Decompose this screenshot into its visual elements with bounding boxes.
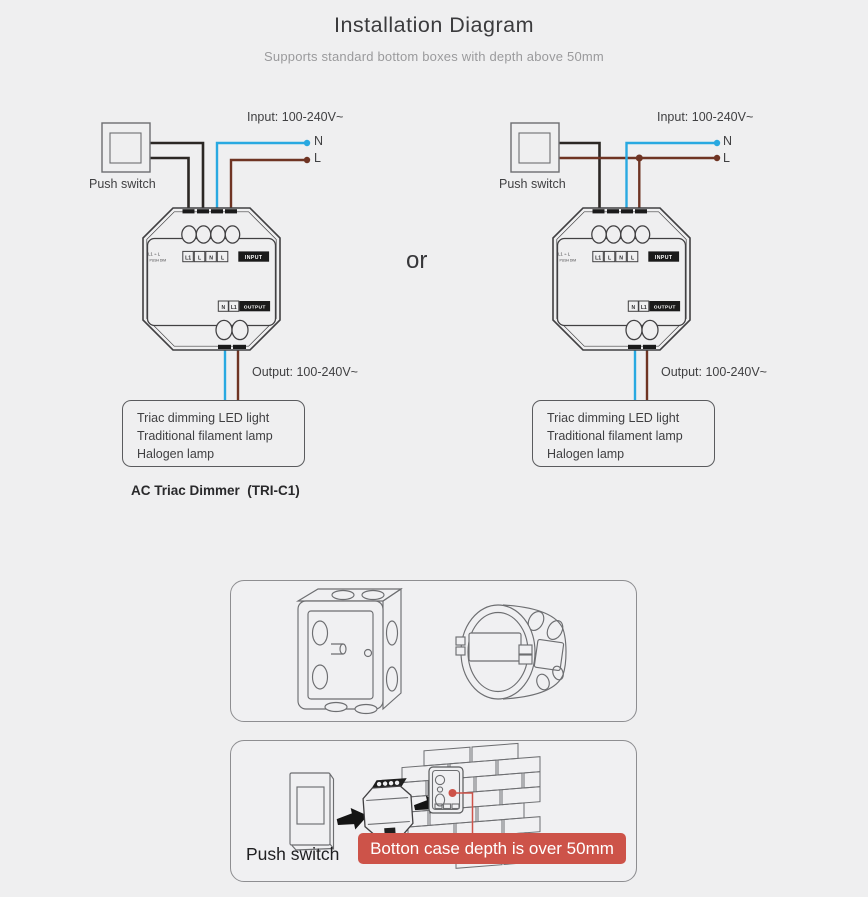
round-bottom-box-drawing [456, 605, 566, 699]
round-box-tab [519, 655, 532, 664]
square-box-side-hole [387, 667, 398, 691]
triac-dimmer-left [143, 208, 280, 350]
page-subtitle: Supports standard bottom boxes with depth above 50mm [264, 49, 604, 64]
push-switch-label-left: Push switch [89, 177, 156, 191]
push-switch-body [102, 123, 150, 172]
neutral-label-left: N [314, 134, 324, 148]
bottom-boxes-art [231, 581, 635, 720]
input-voltage-label-right: Input: 100-240V~ [657, 110, 754, 124]
live-wire [231, 160, 306, 211]
switch-wire-1 [150, 143, 203, 211]
push-switch-label-right: Push switch [499, 177, 566, 191]
load-line: Halogen lamp [137, 447, 215, 461]
square-box-side-hole [387, 621, 398, 645]
neutral-wire-dot [304, 140, 310, 146]
wiring-diagram-left [80, 105, 390, 405]
load-line: Triac dimming LED light [547, 411, 680, 425]
or-separator: or [406, 247, 428, 274]
square-bottom-box-drawing [298, 589, 401, 714]
live-label-right: L [723, 151, 730, 165]
load-types-box-right [532, 400, 715, 467]
load-line: Halogen lamp [547, 447, 625, 461]
neutral-label-right: N [723, 134, 733, 148]
round-box-side-knockout [534, 639, 564, 670]
output-voltage-label-left: Output: 100-240V~ [252, 365, 358, 379]
round-box-left-tab [456, 637, 465, 645]
output-voltage-label-right: Output: 100-240V~ [661, 365, 767, 379]
square-box-top-hole [362, 591, 384, 600]
round-box-left-tab [456, 647, 465, 655]
dimmer-module-drawing [362, 778, 414, 836]
product-caption: AC Triac Dimmer (TRI-C1) [131, 483, 300, 498]
square-box-top-hole [332, 591, 354, 600]
load-types-box-left [122, 400, 305, 467]
input-voltage-label-left: Input: 100-240V~ [247, 110, 344, 124]
square-box-bottom-hole [355, 705, 377, 714]
load-line: Triac dimming LED light [137, 411, 270, 425]
round-box-front-knockout [469, 633, 521, 661]
push-switch-plate-drawing [290, 773, 334, 850]
push-switch-body [511, 123, 559, 172]
bottom-boxes-panel [230, 580, 637, 722]
neutral-wire-dot [714, 140, 720, 146]
wall-bottom-box-drawing [429, 767, 463, 813]
round-box-top-hole [544, 618, 566, 642]
push-switch-label-panel: Push switch [246, 844, 340, 864]
wall-box-outer [429, 767, 463, 813]
live-wire-dot [714, 155, 720, 161]
wiring-diagram-right [490, 105, 800, 405]
live-label-left: L [314, 151, 321, 165]
page-title: Installation Diagram [333, 13, 534, 37]
load-line: Traditional filament lamp [547, 429, 683, 443]
live-wire-dot [304, 157, 310, 163]
depth-note-badge: Botton case depth is over 50mm [358, 833, 626, 864]
square-box-bottom-hole [325, 703, 347, 712]
triac-dimmer-right [553, 208, 690, 350]
round-box-tab [519, 645, 532, 654]
load-line: Traditional filament lamp [137, 429, 273, 443]
wall-installation-panel [230, 740, 637, 882]
